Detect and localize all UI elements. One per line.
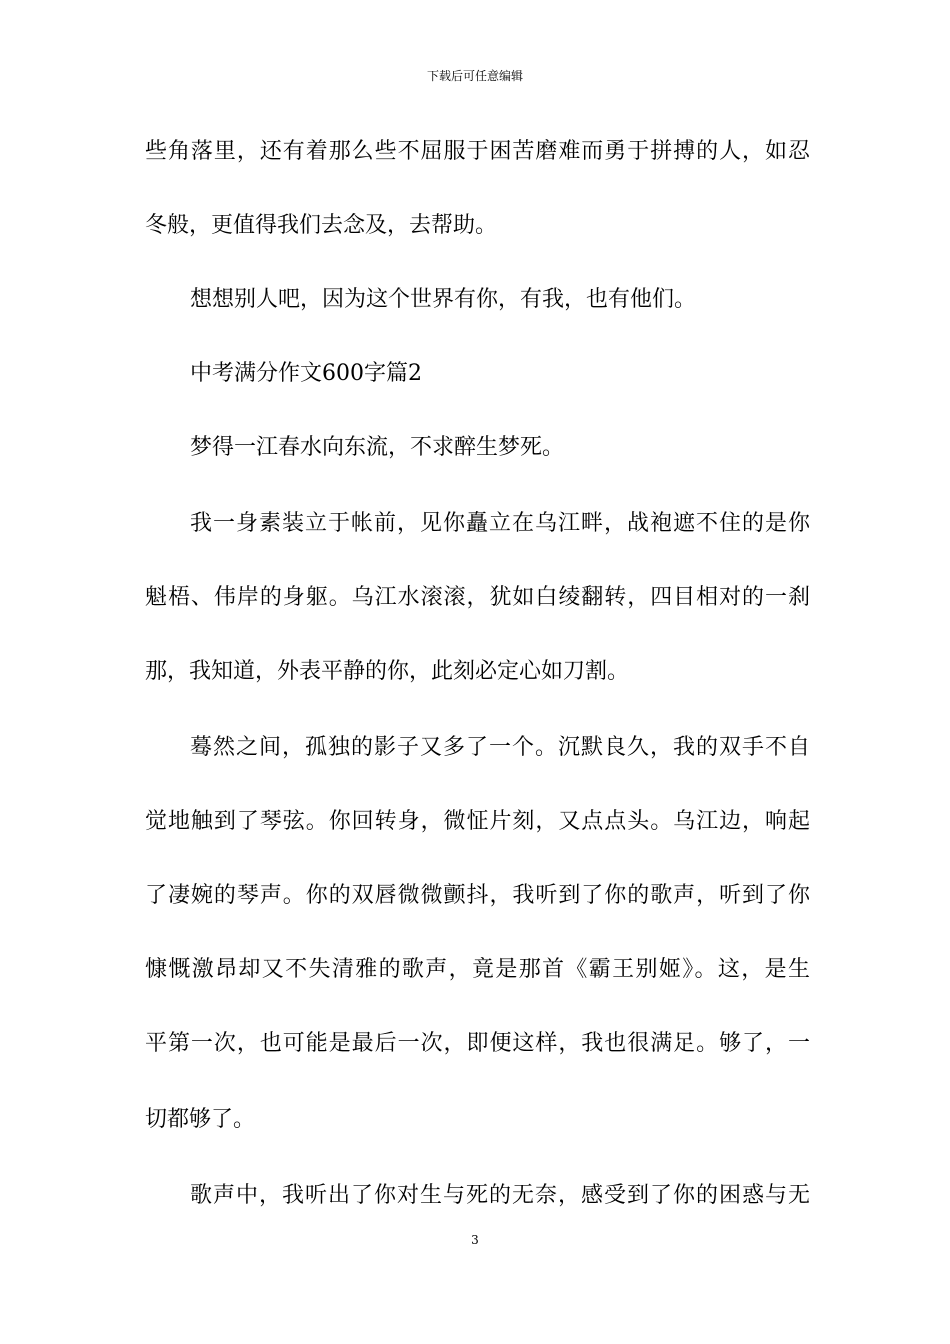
- text-line: 些角落里，还有着那么些不屈服于困苦磨难而勇于拼搏的人，如忍: [145, 139, 810, 164]
- text-line: 冬般，更值得我们去念及，去帮助。: [145, 213, 498, 238]
- text-line: 切都够了。: [145, 1107, 256, 1132]
- page-header: 下载后可任意编辑: [426, 69, 523, 83]
- text-line: 了凄婉的琴声。你的双唇微微颤抖，我听到了你的歌声，听到了你: [145, 883, 810, 908]
- text-line: 想想别人吧，因为这个世界有你，有我，也有他们。: [190, 287, 697, 312]
- text-line: 慷慨激昂却又不失清雅的歌声，竟是那首《霸王别姬》。这，是生: [145, 957, 810, 982]
- section-heading: 中考满分作文600字篇2: [190, 361, 422, 386]
- text-line: 歌声中，我听出了你对生与死的无奈，感受到了你的困惑与无: [190, 1183, 810, 1208]
- text-line: 觉地触到了琴弦。你回转身，微怔片刻，又点点头。乌江边，响起: [145, 809, 810, 834]
- text-line: 那，我知道，外表平静的你，此刻必定心如刀割。: [145, 659, 630, 684]
- page-number: 3: [471, 1233, 479, 1247]
- text-line: 我一身素装立于帐前，见你矗立在乌江畔，战袍遮不住的是你: [190, 511, 810, 536]
- text-line: 魁梧、伟岸的身躯。乌江水滚滚，犹如白绫翻转，四目相对的一刹: [145, 585, 810, 610]
- text-line: 平第一次，也可能是最后一次，即便这样，我也很满足。够了，一: [145, 1031, 810, 1056]
- text-line: 梦得一江春水向东流，不求醉生梦死。: [190, 435, 565, 460]
- text-line: 蓦然之间，孤独的影子又多了一个。沉默良久，我的双手不自: [190, 735, 810, 760]
